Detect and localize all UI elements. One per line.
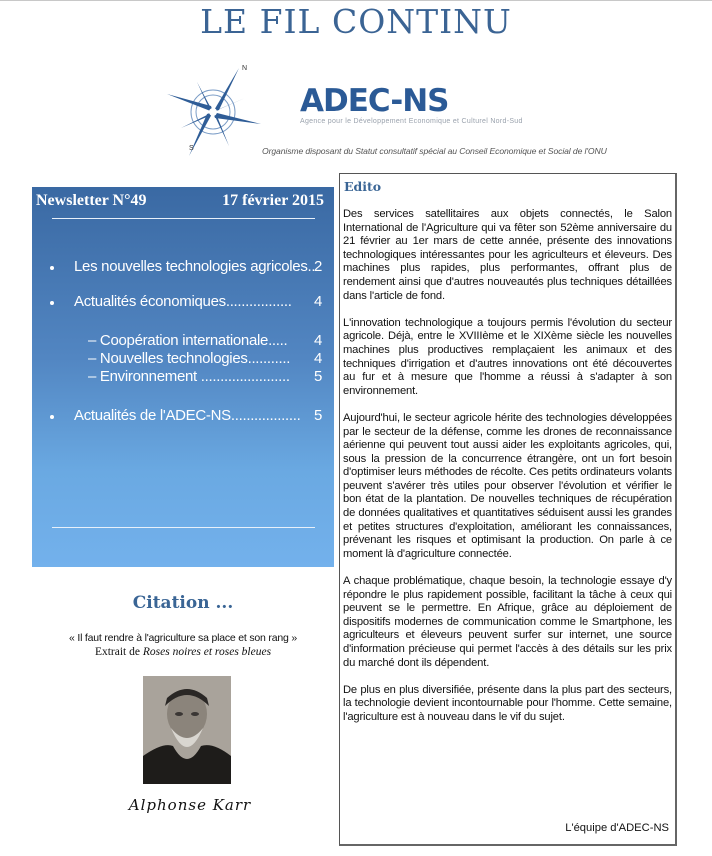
edito-signature: L'équipe d'ADEC-NS (565, 822, 669, 834)
author-signature: Alphonse Karr (128, 796, 252, 814)
citation-quote: « Il faut rendre à l'agriculture sa place et son rang » (69, 632, 297, 644)
toc-item-page: 5 (313, 368, 322, 385)
bullet-icon (50, 266, 54, 270)
toc-item-label: – Environnement ....................... (88, 368, 290, 385)
toc-header (36, 192, 326, 210)
toc-item[interactable] (32, 258, 334, 278)
toc-item[interactable] (32, 293, 334, 313)
citation-source (32, 646, 334, 658)
compass-south-label: S (189, 145, 194, 152)
compass-rose-icon (165, 60, 265, 160)
toc-item-page: 5 (313, 407, 322, 424)
toc-item-page: 4 (313, 332, 322, 349)
edito-paragraph: Des services satellitaires aux objets connectés, le Salon International de l'Agriculture qui va fêter son 52ème anniversaire du 21 février au 1er mars de cette année, présente des innovations technologiques intéressantes pour les agriculteurs et éleveurs. Des machines plus rapides, plus performantes, offrant plus de rendement ainsi que d'autres nouveautés plus techniques détaillées dans l'article de fond. (343, 208, 672, 302)
toc-subitem[interactable] (32, 332, 334, 352)
toc-item-page: 4 (313, 350, 322, 367)
toc-item-page: 4 (313, 293, 322, 310)
newsletter-masthead: LE FIL CONTINU (200, 2, 512, 41)
portrait-image-icon (143, 676, 231, 784)
toc-divider-top (52, 218, 315, 219)
table-of-contents (32, 187, 334, 567)
citation-source-prefix: Extrait de (94, 646, 143, 658)
logo-subtitle: Agence pour le Développement Economique et Culturel Nord-Sud (300, 118, 523, 125)
organization-tagline: Organisme disposant du Statut consultatif spécial au Conseil Economique et Social de l'ONU (262, 146, 607, 156)
toc-item-label: – Coopération internationale..... (88, 332, 288, 349)
toc-item-label: Actualités de l'ADEC-NS.................. (74, 407, 301, 424)
toc-item-label: – Nouvelles technologies........... (88, 350, 291, 367)
edito-paragraph: Aujourd'hui, le secteur agricole hérite des technologies développées par le secteur de la défense, comme les drones de reconnaissance aérienne qui peuvent tout aussi aider les exploitants agricoles, qui, sous la pression de la concurrence étrangère, ont un fort besoin d'optimiser leurs méthodes de récolte. Ces petits ordinateurs volants peuvent s'avérer très utiles pour observer l'évolution et vérifier le bon état de la plantation. De nouvelles techniques de récupération de données qualitatives et quantitatives séduisent aussi les grandes et petites structures d'exploitation, améliorant les connaissances, prévenant les risques et optimisant la production. On parle à ce moment là d'agriculture connectée. (343, 411, 672, 560)
edito-section (339, 173, 677, 846)
edito-heading: Edito (344, 179, 382, 194)
edito-paragraph: A chaque problématique, chaque besoin, la technologie essaye d'y répondre le plus rapidement possible, facilitant la tâche à ceux qui peuvent se le permettre. En Afrique, grâce au déploiement de dispositifs modernes de communication comme le Smartphone, les agriculteurs et éleveurs peuvent surfer sur internet, une source d'information précieuse qui permet l'accès à des détails sur les prix du marché dont ils dépendent. (343, 575, 672, 669)
toc-item[interactable] (32, 407, 334, 427)
edito-paragraph: De plus en plus diversifiée, présente dans la plus part des secteurs, la technologie devient incontournable pour l'homme. Cette semaine, l'agriculture est à nouveau dans le vif du sujet. (343, 683, 672, 723)
newsletter-number: Newsletter N°49 (36, 192, 147, 209)
top-rule (0, 0, 712, 1)
toc-subitem[interactable] (32, 350, 334, 370)
adec-ns-logo: ADEC-NS (300, 83, 449, 119)
citation-heading: Citation ... (132, 593, 234, 613)
newsletter-date: 17 février 2015 (222, 192, 324, 209)
toc-item-label: Les nouvelles technologies agricoles.. (74, 258, 316, 275)
edito-paragraph: L'innovation technologique a toujours permis l'évolution du secteur agricole. Déjà, entre le XVIIIème et le XIXème siècle les nouvelles machines plus productives remplaçaient les animaux et des techniques d'irrigation et d'autres innovations ont été découvertes au fur et à mesure que l'homme a réussi à s'adapter à son environnement. (343, 316, 672, 397)
bullet-icon (50, 415, 54, 419)
citation-source-title: Roses noires et roses bleues (142, 646, 272, 658)
toc-item-page: 2 (313, 258, 322, 275)
bullet-icon (50, 301, 54, 305)
toc-divider-bottom (52, 527, 315, 528)
edito-body (343, 208, 672, 738)
compass-north-label: N (242, 65, 248, 72)
author-portrait (143, 676, 231, 784)
toc-item-label: Actualités économiques................. (74, 293, 292, 310)
toc-subitem[interactable] (32, 368, 334, 388)
